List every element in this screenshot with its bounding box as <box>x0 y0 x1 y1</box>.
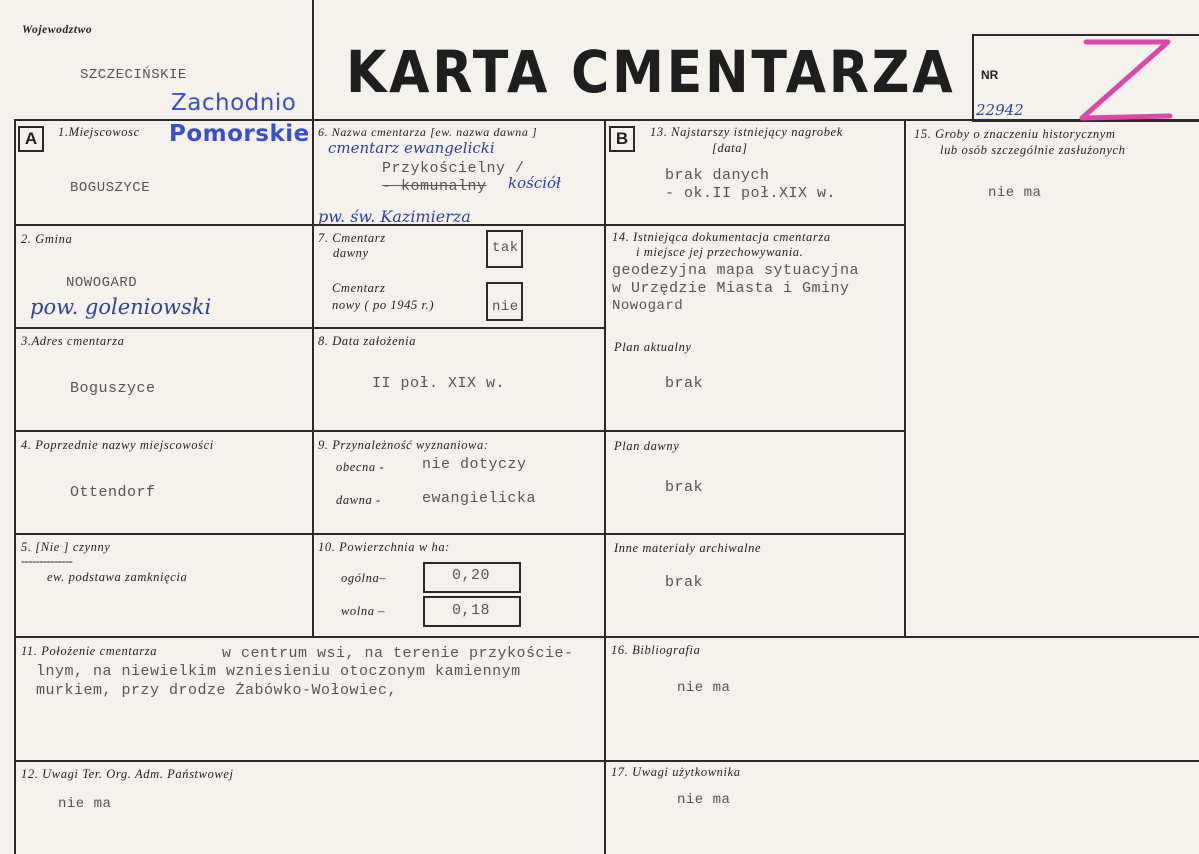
card-title: KARTA CMENTARZA <box>346 38 956 106</box>
wojewodztwo-value: SZCZECIŃSKIE <box>80 67 187 83</box>
f10-label: 10. Powierzchnia w ha: <box>318 540 450 554</box>
f12-label: 12. Uwagi Ter. Org. Adm. Państwowej <box>21 767 234 781</box>
nr-handwritten: 22942 <box>976 101 1024 119</box>
f3-value: Boguszyce <box>70 380 156 397</box>
region-stamp-line2: Pomorskie <box>169 121 310 147</box>
f17-value: nie ma <box>677 792 731 808</box>
f15-label: 15. Groby o znaczeniu historycznym <box>914 127 1116 141</box>
f14-inne-label: Inne materiały archiwalne <box>614 541 762 555</box>
f7-label-cmentarz: Cmentarz <box>332 281 386 295</box>
f14-label-2: i miejsce jej przechowywania. <box>636 245 804 259</box>
row-line-3 <box>14 430 906 432</box>
f10-ogolna-label: ogólna– <box>341 571 387 585</box>
f6-label: 6. Nazwa cmentarza [ew. nazwa dawna ] <box>318 125 538 139</box>
big-z-letter <box>1070 36 1174 122</box>
f14-plan-aktualny-label: Plan aktualny <box>614 340 692 354</box>
f13-label-date: [data] <box>712 141 748 155</box>
f8-label: 8. Data założenia <box>318 334 417 348</box>
f6-handwritten-2: kościół <box>508 174 561 192</box>
f13-value-2: - ok.II poł.XIX w. <box>665 185 837 202</box>
f9-dawna-label: dawna - <box>336 493 381 507</box>
f5-sub: ew. podstawa zamknięcia <box>47 570 188 584</box>
left-frame-line <box>14 119 16 854</box>
f6-typed-1: Przykościelny / <box>382 160 525 177</box>
f9-label: 9. Przynależność wyznaniowa: <box>318 438 489 452</box>
f14-line3: Nowogard <box>612 298 684 314</box>
f15-label-2: lub osób szczególnie zasłużonych <box>940 143 1126 157</box>
f10-ogolna-value: 0,20 <box>452 567 491 584</box>
f6-typed-2: - komunalny <box>382 178 487 195</box>
f13-value-1: brak danych <box>665 167 770 184</box>
nr-label: NR <box>981 68 999 82</box>
row-line-5 <box>14 636 1199 638</box>
f14-inne-value: brak <box>665 574 704 591</box>
f2-label: 2. Gmina <box>21 232 73 246</box>
row-line-2 <box>14 327 606 329</box>
f14-plan-dawny-value: brak <box>665 479 704 496</box>
f7-label-dawny: dawny <box>333 246 369 260</box>
f9-obecna-label: obecna - <box>336 460 385 474</box>
section-b-marker: B <box>609 126 635 152</box>
f17-label: 17. Uwagi użytkownika <box>611 765 741 779</box>
f16-value: nie ma <box>677 680 731 696</box>
col-15-divider <box>904 119 906 637</box>
f10-wolna-value: 0,18 <box>452 602 491 619</box>
f4-label: 4. Poprzednie nazwy miejscowości <box>21 438 214 452</box>
f7-nowy-value: nie <box>492 299 519 315</box>
f3-label: 3.Adres cmentarza <box>21 334 125 348</box>
f2-value: NOWOGARD <box>66 275 138 291</box>
f7-dawny-value: tak <box>492 240 519 256</box>
col-b-divider <box>604 119 606 854</box>
f2-handwritten: pow. goleniowski <box>30 295 212 319</box>
f14-line1: geodezyjna mapa sytuacyjna <box>612 262 860 279</box>
f4-value: Ottendorf <box>70 484 156 501</box>
f1-value: BOGUSZYCE <box>70 180 151 196</box>
f9-dawna-value: ewangielicka <box>422 490 537 507</box>
f8-value: II poł. XIX w. <box>372 375 506 392</box>
f14-line2: w Urzędzie Miasta i Gminy <box>612 280 850 297</box>
section-a-marker: A <box>18 126 44 152</box>
f11-line3: murkiem, przy drodze Żabówko-Wołowiec, <box>36 682 398 699</box>
col-a-divider <box>312 119 314 637</box>
f7-label: 7. Cmentarz <box>318 231 386 245</box>
wojewodztwo-label: Wojewodztwo <box>22 24 93 36</box>
row-line-6 <box>14 760 1199 762</box>
f12-value: nie ma <box>58 796 112 812</box>
f13-label: 13. Najstarszy istniejący nagrobek <box>650 125 843 139</box>
f11-line1: w centrum wsi, na terenie przykoście- <box>222 645 574 662</box>
f14-label: 14. Istniejąca dokumentacja cmentarza <box>612 230 831 244</box>
row-line-4 <box>14 533 906 535</box>
f1-label: 1.Miejscowosc <box>58 125 140 139</box>
f7-label-nowy: nowy ( po 1945 r.) <box>332 298 435 312</box>
f14-plan-dawny-label: Plan dawny <box>614 439 680 453</box>
f9-obecna-value: nie dotyczy <box>422 456 527 473</box>
f5-dashes: -------------- <box>21 554 73 568</box>
f11-label: 11. Położenie cmentarza <box>21 644 158 658</box>
f5-label: 5. [Nie ] czynny <box>21 540 111 554</box>
region-stamp-line1: Zachodnio <box>171 90 297 116</box>
f11-line2: lnym, na niewielkim wzniesieniu otoczonym kamiennym <box>36 663 521 680</box>
header-divider <box>312 0 314 120</box>
f6-handwritten-3: pw. św. Kazimierza <box>318 207 471 226</box>
f14-plan-aktualny-value: brak <box>665 375 704 392</box>
f6-handwritten-1: cmentarz ewangelicki <box>328 139 495 157</box>
f16-label: 16. Bibliografia <box>611 643 701 657</box>
f10-wolna-label: wolna – <box>341 604 386 618</box>
f15-value: nie ma <box>988 185 1042 201</box>
